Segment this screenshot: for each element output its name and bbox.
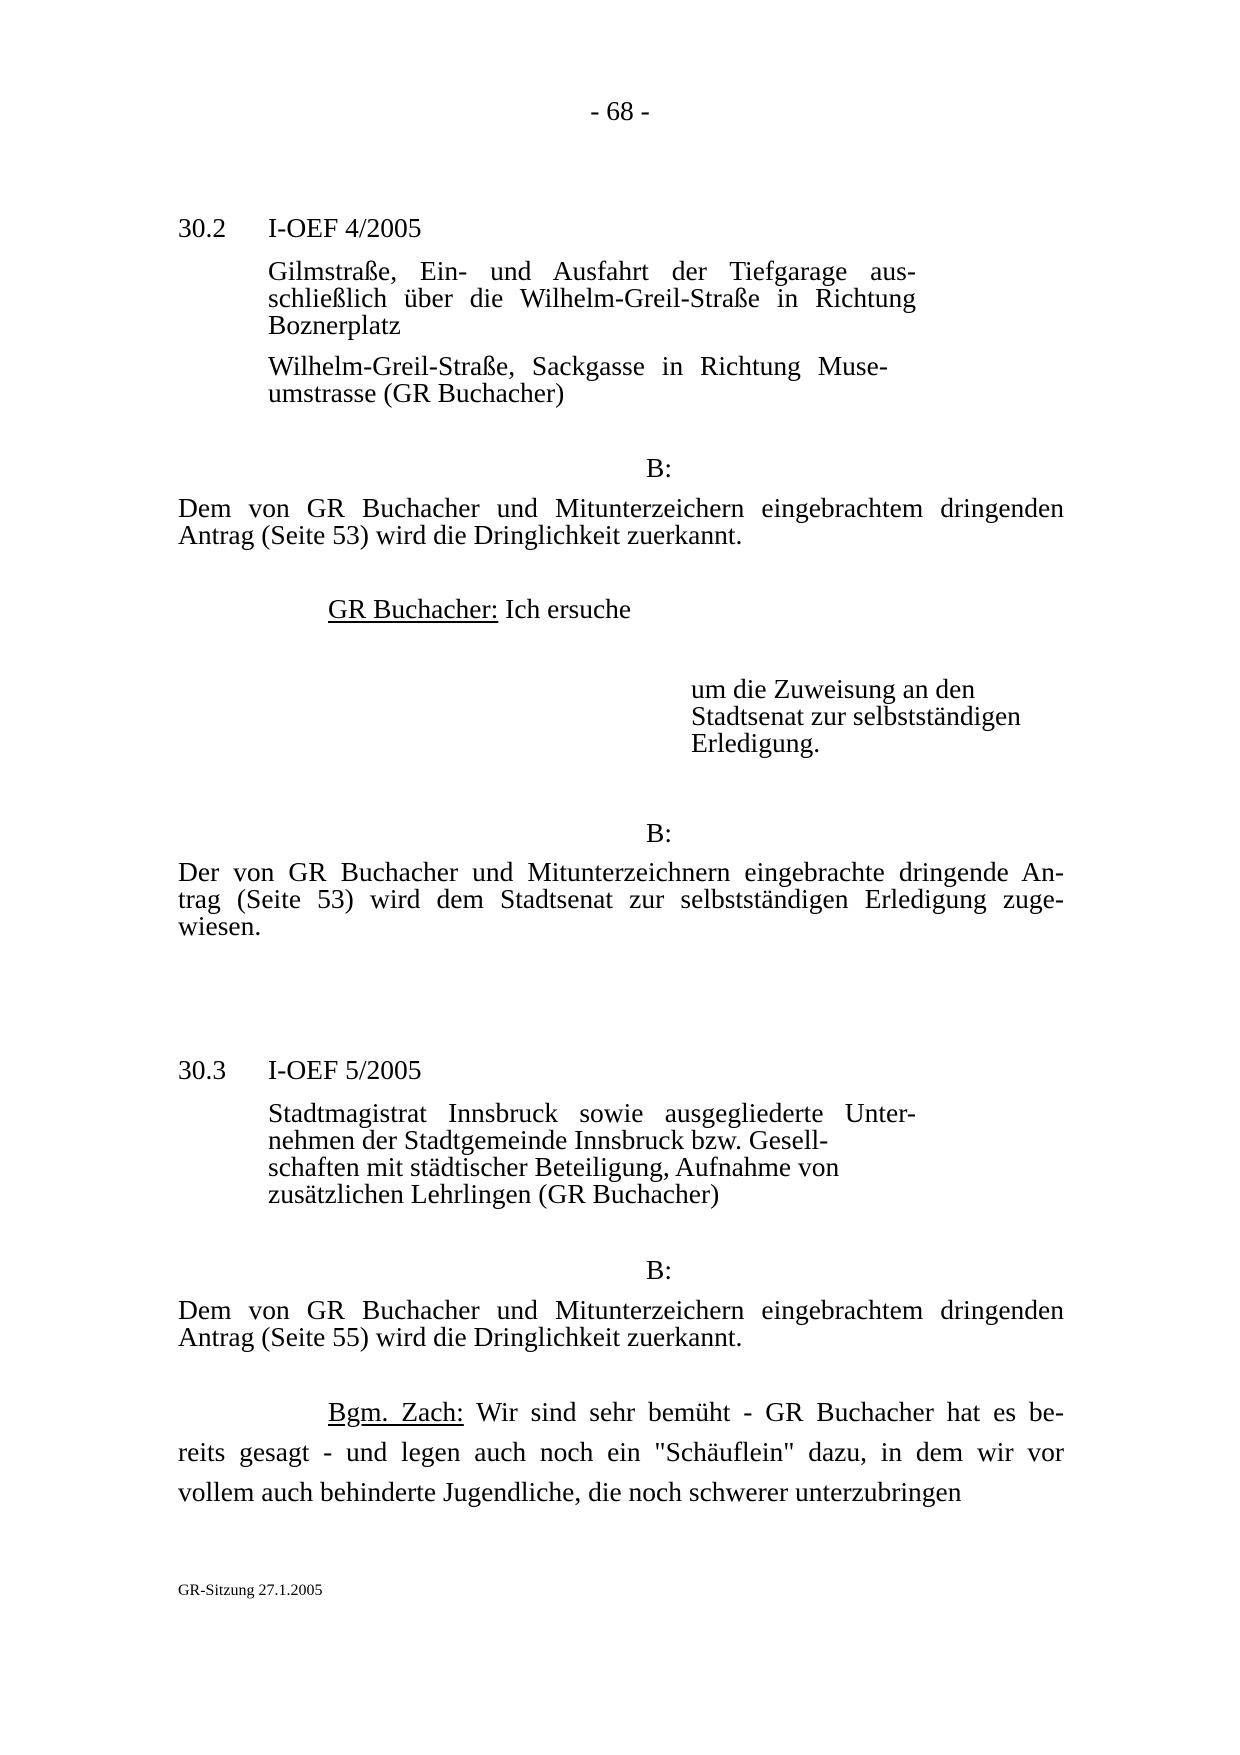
- speaker-name: GR Buchacher:: [328, 593, 499, 624]
- text-line: Dem von GR Buchacher und Mitunterzeichern eingebrachtem dringenden: [178, 492, 1064, 523]
- section-code: I-OEF 4/2005: [268, 212, 422, 243]
- section-number: 30.2: [178, 212, 227, 243]
- text-line: Stadtmagistrat Innsbruck sowie ausgegliederte Unter-: [268, 1097, 916, 1128]
- decision-text: [178, 1296, 1064, 1350]
- speech-text: Ich ersuche: [498, 593, 632, 624]
- text-line: um die Zuweisung an den: [691, 673, 976, 704]
- text-line: Stadtsenat zur selbstständigen: [691, 700, 1021, 731]
- decision-label: B:: [646, 817, 672, 848]
- text-line: schließlich über die Wilhelm-Greil-Straße in Richtung: [268, 282, 916, 313]
- text-line: Gilmstraße, Ein- und Ausfahrt der Tiefgarage aus-: [268, 255, 916, 286]
- text-line: nehmen der Stadtgemeinde Innsbruck bzw. Gesell-: [268, 1124, 829, 1155]
- text-line: zusätzlichen Lehrlingen (GR Buchacher): [268, 1178, 720, 1209]
- text-line: wiesen.: [178, 910, 262, 941]
- text-line: trag (Seite 53) wird dem Stadtsenat zur selbstständigen Erledigung zuge-: [178, 883, 1064, 914]
- text-line: Der von GR Buchacher und Mitunterzeichnern eingebrachte dringende An-: [178, 856, 1064, 887]
- speaker-name: Bgm. Zach:: [328, 1396, 464, 1427]
- decision-text: [178, 858, 1064, 939]
- text-line: reits gesagt - und legen auch noch ein "Schäuflein" dazu, in dem wir vor: [178, 1436, 1064, 1467]
- section-description: [268, 257, 916, 338]
- speech-continuation: [691, 675, 1021, 756]
- text-line: Antrag (Seite 53) wird die Dringlichkeit zuerkannt.: [178, 519, 743, 550]
- speech-text: Wir sind sehr bemüht - GR Buchacher hat es be-: [463, 1396, 1064, 1427]
- text-line: [178, 1392, 1064, 1432]
- text-line: Antrag (Seite 55) wird die Dringlichkeit zuerkannt.: [178, 1321, 743, 1352]
- speech-paragraph: [178, 1392, 1064, 1512]
- section-description: [268, 1099, 916, 1207]
- section-code: I-OEF 5/2005: [268, 1054, 422, 1085]
- text-line: Boznerplatz: [268, 309, 401, 340]
- text-line: vollem auch behinderte Jugendliche, die noch schwerer unterzubringen: [178, 1476, 962, 1507]
- text-line: Wilhelm-Greil-Straße, Sackgasse in Richtung Muse-: [268, 350, 888, 381]
- section-description: [268, 352, 888, 406]
- decision-label: B:: [646, 1254, 672, 1285]
- decision-text: [178, 494, 1064, 548]
- text-line: schaften mit städtischer Beteiligung, Aufnahme von: [268, 1151, 840, 1182]
- decision-label: B:: [646, 452, 672, 483]
- text-line: Erledigung.: [691, 727, 821, 758]
- text-line: umstrasse (GR Buchacher): [268, 377, 565, 408]
- text-line: Dem von GR Buchacher und Mitunterzeichern eingebrachtem dringenden: [178, 1294, 1064, 1325]
- footer: GR-Sitzung 27.1.2005: [178, 1582, 323, 1599]
- page-number: - 68 -: [590, 95, 650, 126]
- speech-line: [328, 595, 631, 622]
- section-number: 30.3: [178, 1054, 227, 1085]
